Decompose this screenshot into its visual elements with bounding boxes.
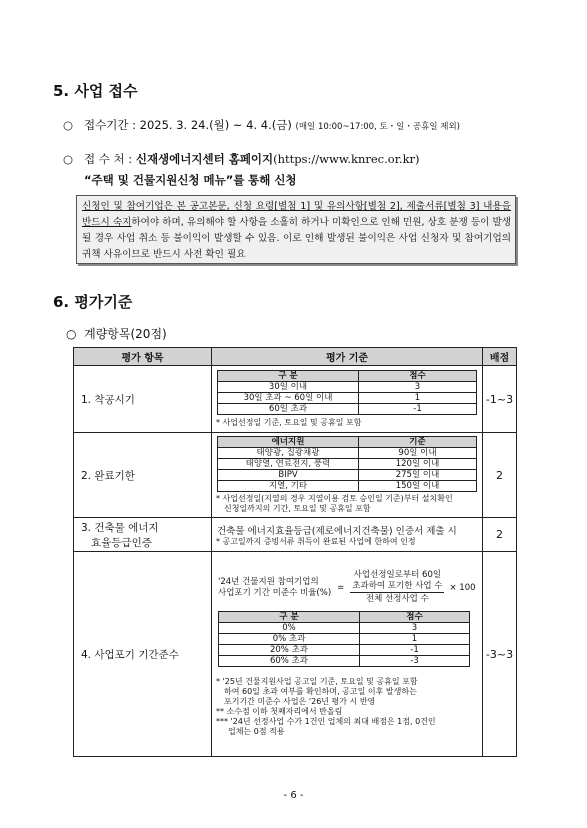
row3-item-line2: 효율등급인증 [91,536,152,549]
row1-note: * 사업선정일 기준, 토요일 및 공휴일 포함 [216,418,362,427]
inner-cell: 태양열, 연료전지, 풍력 [218,459,359,470]
row3-text: 건축물 에너지효율등급(제로에너지건축물) 인증서 제출 시 [217,525,457,537]
place-menu: “주택 및 건물지원신청 메뉴”를 [84,173,245,187]
inner-cell: 275일 이내 [359,470,477,481]
row4-notes [212,677,482,741]
row4-inner-table [218,611,470,667]
place-label: 접 수 처 : [84,152,136,166]
row3-item-line1: 3. 건축물 에너지 [81,521,159,534]
inner-cell: 150일 이내 [359,481,477,492]
place-menu-line [84,172,297,188]
inner-cell: -1 [359,404,477,415]
row2-criteria [212,433,483,518]
row2-note2: 신청일까지의 기간, 토요일 및 공휴일 포함 [224,504,371,513]
row3-note: * 공고일까지 증빙서류 취득이 완료된 사업에 한하여 인정 [216,536,416,546]
inner-cell: 30일 초과 ~ 60일 이내 [218,393,359,404]
formula-mult: × 100 [449,582,476,593]
inner-cell: 3 [360,623,470,634]
notice-box [76,195,516,264]
row4-criteria [212,552,483,757]
row4-note5: *** '24년 선정사업 수가 1건인 업체의 최대 배점은 1점, 0건인 [216,717,436,726]
inner-cell: 1 [359,393,477,404]
row1-inner-table [217,370,477,415]
notice-part2: 하여야 하며, 유의해야 할 사항을 소홀히 하거나 미확인으로 인해 민원, 상호 분쟁 등이 발생될 경우 사업 취소 등 불이익이 발생할 수 있음. 이로 인해 발생된 불이익은 사업 신청자 및 참여기업의 귀책 사유이므로 반드시 사전 확인 필요 [82,217,511,260]
inner-cell: -3 [360,656,470,667]
bullet-circle-icon: ○ [66,327,77,341]
formula-num-line1: 사업선정일로부터 60일 [353,570,442,580]
inner-cell: 지열, 기타 [218,481,359,492]
header-criteria: 평가 기준 [212,348,483,366]
inner-cell: 120일 이내 [359,459,477,470]
formula [212,567,482,611]
row4-note6: 업체는 0점 적용 [228,727,285,736]
period-value: 2025. 3. 24.(월) ~ 4. 4.(금) [139,118,292,132]
inner-cell: 태양광, 집광채광 [218,448,359,459]
inner-cell: 0% [219,623,360,634]
row4-note1: * '25년 건물지원사업 공고일 기준, 토요일 및 공휴일 포함 [216,677,418,686]
row1-score: -1~3 [483,366,517,433]
row1-item: 1. 착공시기 [74,366,212,433]
bullet-circle-icon: ○ [63,152,74,166]
row4-note3: 포기기간 미준수 사업은 '26년 평가 시 반영 [224,697,376,706]
row2-note1: * 사업선정일(지열의 경우 지열이용 검토 승인일 기준)부터 설치확인 [216,494,453,503]
formula-label-line1: '24년 건물지원 참여기업의 [218,576,319,587]
inner-cell: 1 [360,634,470,645]
inner-cell: BIPV [218,470,359,481]
row4-score: -3~3 [483,552,517,757]
header-score: 배점 [483,348,517,366]
section6-sub-line [66,325,167,342]
formula-eq: = [337,582,345,593]
inner-cell: 60일 초과 [218,404,359,415]
section6-title: 6. 평가기준 [53,293,133,311]
notice-part1: 신청인 및 참여기업은 본 공고본문, 신청 요령[별첨 1] 및 유의사항[별첨 2], 제출서류[별첨 3] 내용을 반드시 숙지 [82,201,511,228]
inner-cell: 20% 초과 [219,645,360,656]
inner-header: 점수 [360,612,470,623]
row4-item: 4. 사업포기 기간준수 [74,552,212,757]
formula-fraction [350,570,444,605]
formula-label [218,577,331,599]
inner-cell: 30일 이내 [218,382,359,393]
place-url: (https://www.knrec.or.kr) [273,152,420,166]
inner-header: 점수 [359,371,477,382]
period-label: 접수기간 : [84,118,140,132]
table-row [74,518,517,552]
bullet-circle-icon: ○ [63,118,74,132]
inner-cell: 90일 이내 [359,448,477,459]
row3-score: 2 [483,518,517,552]
period-note: (매일 10:00~17:00, 토・일・공휴일 제외) [295,122,460,132]
row2-item: 2. 완료기한 [74,433,212,518]
row1-criteria [212,366,483,433]
section5-title: 5. 사업 접수 [53,82,138,100]
row4-note4: ** 소수점 이하 첫째자리에서 반올림 [216,707,343,716]
place-line [63,151,420,167]
page-number: - 6 - [283,790,304,801]
row3-criteria [212,518,483,552]
table-header-row [74,348,517,366]
inner-header: 에너지원 [218,437,359,448]
row3-item [74,518,212,552]
inner-cell: 60% 초과 [219,656,360,667]
formula-numerator [350,570,444,593]
inner-header: 기준 [359,437,477,448]
row2-score: 2 [483,433,517,518]
inner-cell: -1 [360,645,470,656]
evaluation-table [73,347,517,757]
formula-num-line2: 초과하여 포기한 사업 수 [352,581,443,591]
inner-cell: 3 [359,382,477,393]
period-line [63,117,460,133]
inner-cell: 0% 초과 [219,634,360,645]
header-item: 평가 항목 [74,348,212,366]
row2-inner-table [217,436,477,492]
place-value: 신재생에너지센터 홈페이지 [135,152,274,166]
section6-sub: 계량항목(20점) [84,327,167,341]
row4-note2: 하여 60일 초과 여부를 확인하며, 공고일 이후 발생하는 [224,687,417,696]
table-row [74,433,517,518]
formula-label-line2: 사업포기 기간 미준수 비율(%) [218,587,332,598]
inner-header: 구 분 [219,612,360,623]
inner-header: 구 분 [218,371,359,382]
table-row [74,366,517,433]
formula-denominator: 전체 선정사업 수 [365,594,429,604]
table-row [74,552,517,757]
place-suffix: 통해 신청 [248,173,297,187]
